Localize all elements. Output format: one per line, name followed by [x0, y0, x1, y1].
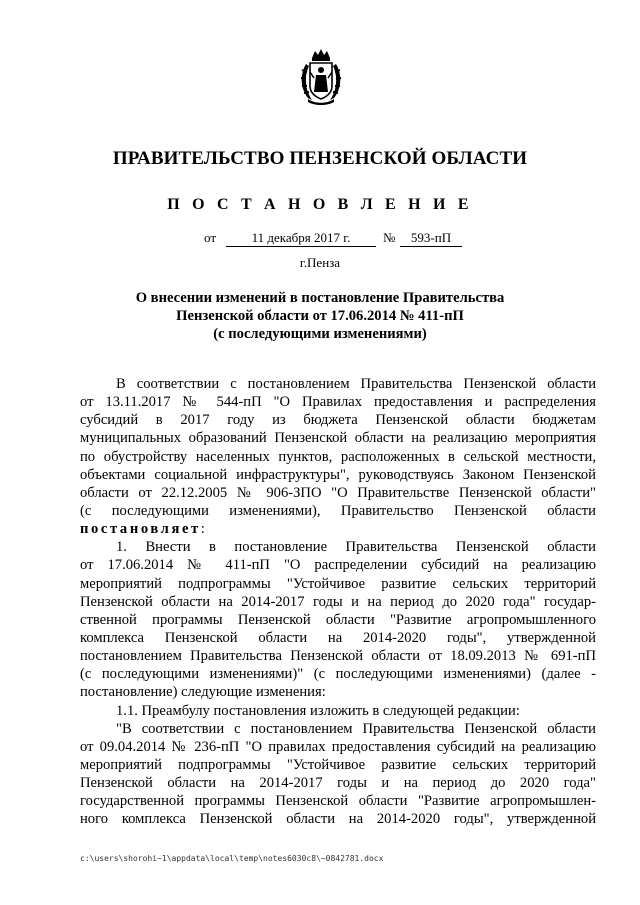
file-path-footer: c:\users\shorohi~1\appdata\local\temp\notes6030c8\~0842781.docx — [80, 854, 384, 863]
document-number: 593-пП — [400, 230, 462, 247]
body-line: Пензенской области на 2014-2017 годы и на период до 2020 года" государ- — [80, 593, 596, 610]
body-line — [80, 520, 596, 538]
body-line: В соответствии с постановлением Правительства Пензенской области — [116, 376, 596, 392]
date-number-line — [0, 230, 640, 248]
coat-of-arms-icon — [298, 48, 344, 106]
body-line: Пензенской области на 2014-2017 годы и на период до 2020 года" — [80, 775, 596, 792]
body-line: по обустройству населенных пунктов, расположенных в сельской местности, — [80, 448, 596, 465]
document-body — [80, 375, 596, 829]
body-line: 1.1. Преамбулу постановления изложить в следующей редакции: — [116, 702, 520, 719]
body-line: от 17.06.2014 № 411-пП "О распределении субсидий на реализацию — [80, 557, 596, 574]
body-line: постановление) следующие изменения: — [80, 684, 326, 701]
body-line: (с последующими изменениями)" (с последующими изменениями) (далее - — [80, 666, 596, 683]
body-line: постановлением Правительства Пензенской области от 18.09.2013 № 691-пП — [80, 648, 596, 665]
government-title: ПРАВИТЕЛЬСТВО ПЕНЗЕНСКОЙ ОБЛАСТИ — [112, 148, 528, 169]
body-line: субсидий в 2017 году из бюджета Пензенской области бюджетам — [80, 412, 596, 429]
body-line: комплекса Пензенской области на 2014-2020 годы", утвержденной — [80, 629, 596, 646]
body-line: ственной программы Пензенской области "Развитие агропромышленного — [80, 611, 596, 628]
document-subject — [120, 289, 520, 343]
date-prefix: от — [204, 230, 217, 245]
body-line: государственной программы Пензенской области "Развитие агропромышлен- — [80, 793, 596, 810]
body-line: 1. Внести в постановление Правительства Пензенской области — [116, 539, 596, 556]
body-line: мероприятий подпрограммы "Устойчивое развитие сельских территорий — [80, 575, 596, 592]
subject-line: Пензенской области от 17.06.2014 № 411-пП — [176, 308, 464, 324]
body-line: муниципальных образований Пензенской области на реализацию мероприятия — [80, 430, 596, 447]
document-date: 11 декабря 2017 г. — [226, 230, 376, 247]
number-sign: № — [383, 230, 396, 245]
resolves-word: постановляет — [80, 521, 201, 538]
body-line: "В соответствии с постановлением Правительства Пензенской области — [116, 720, 596, 737]
subject-line: О внесении изменений в постановление Правительства — [135, 290, 505, 306]
body-line: мероприятий подпрограммы "Устойчивое развитие сельских территорий — [80, 756, 596, 773]
body-line: объектами социальной инфраструктуры", руководствуясь Законом Пензенской — [80, 466, 596, 483]
document-type: П О С Т А Н О В Л Е Н И Е — [167, 196, 473, 213]
city: г.Пенза — [299, 255, 341, 270]
colon: : — [200, 521, 205, 538]
body-line: от 13.11.2017 № 544-пП "О Правилах предоставления и распределения — [80, 394, 596, 411]
body-line: от 09.04.2014 № 236-пП "О правилах предоставления субсидий на реализацию — [80, 738, 596, 755]
body-line: (с последующими изменениями), Правительство Пензенской области — [80, 502, 596, 519]
body-line: области от 22.12.2005 № 906-ЗПО "О Правительстве Пензенской области" — [80, 484, 596, 501]
body-line: ного комплекса Пензенской области на 2014-2020 годы", утвержденной — [80, 811, 596, 828]
subject-line: (с последующими изменениями) — [213, 326, 427, 342]
